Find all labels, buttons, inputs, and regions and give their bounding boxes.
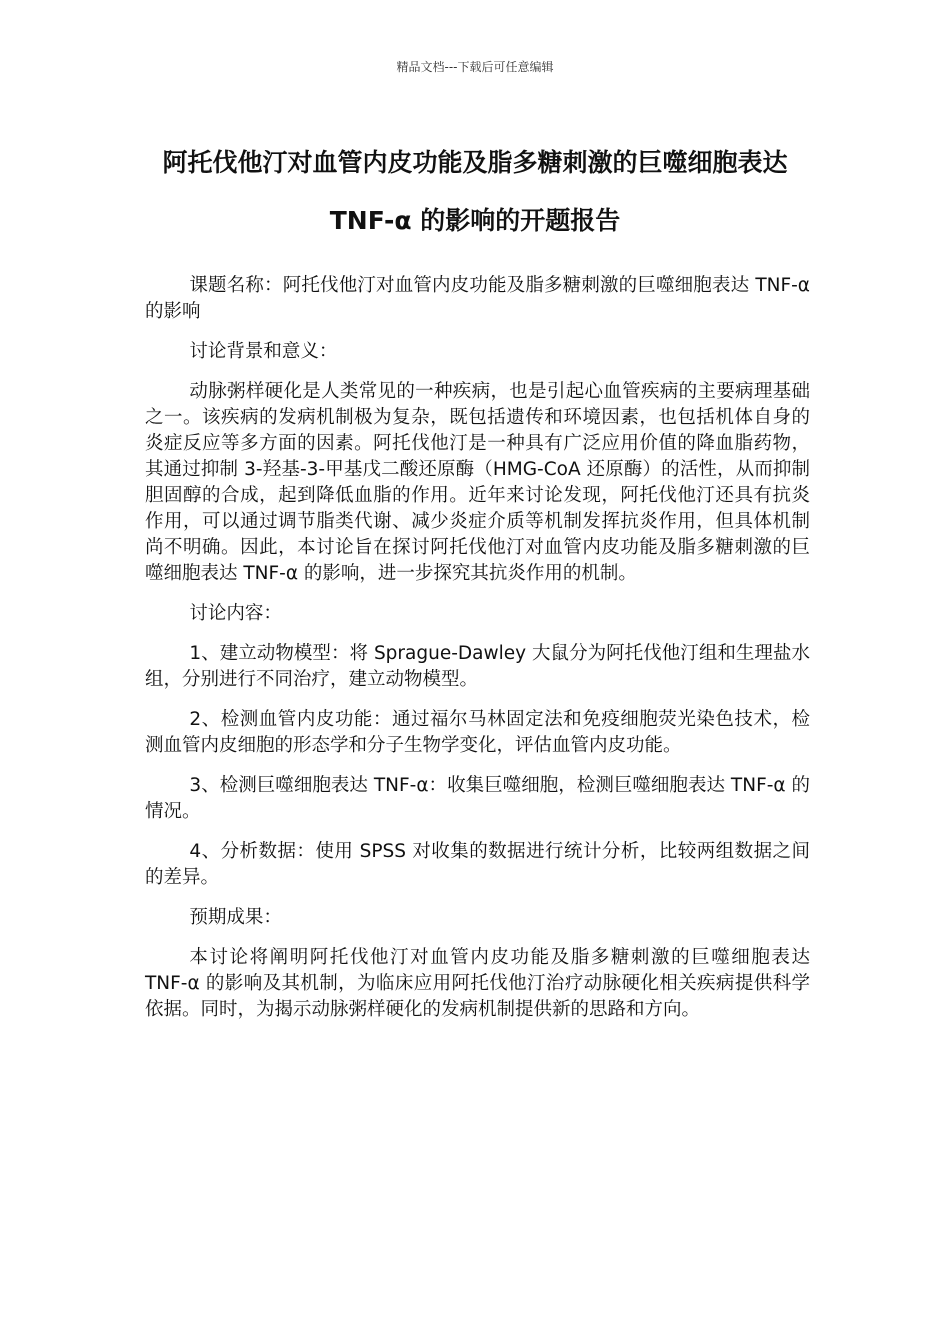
- heading-background: 讨论背景和意义：: [189, 341, 338, 362]
- paragraph-topic: 课题名称：阿托伐他汀对血管内皮功能及脂多糖刺激的巨噬细胞表达 TNF-α 的影响: [145, 275, 810, 322]
- paragraph-expected-results: 本讨论将阐明阿托伐他汀对血管内皮功能及脂多糖刺激的巨噬细胞表达 TNF-α 的影响及其机制，为临床应用阿托伐他汀治疗动脉硬化相关疾病提供科学依据。同时，为揭示动脉粥样硬化的发病机制提供新的思路和方向。: [145, 947, 810, 1020]
- page-header-note: 精品文档---下载后可任意编辑: [396, 60, 554, 74]
- document-title: 阿托伐他汀对血管内皮功能及脂多糖刺激的巨噬细胞表达 TNF-α 的影响的开题报告: [162, 148, 788, 235]
- list-item-tnf-expression: 3、检测巨噬细胞表达 TNF-α：收集巨噬细胞，检测巨噬细胞表达 TNF-α 的情况。: [145, 775, 810, 822]
- paragraph-background: 动脉粥样硬化是人类常见的一种疾病，也是引起心血管疾病的主要病理基础之一。该疾病的发病机制极为复杂，既包括遗传和环境因素，也包括机体自身的炎症反应等多方面的因素。阿托伐他汀是一种具有广泛应用价值的降血脂药物，其通过抑制 3-羟基-3-甲基戊二酸还原酶（HMG-CoA 还原酶）的活性，从而抑制胆固醇的合成，起到降低血脂的作用。近年来讨论发现，阿托伐他汀还具有抗炎作用，可以通过调节脂类代谢、减少炎症介质等机制发挥抗炎作用，但具体机制尚不明确。因此，本讨论旨在探讨阿托伐他汀对血管内皮功能及脂多糖刺激的巨噬细胞表达 TNF-α 的影响，进一步探究其抗炎作用的机制。: [145, 381, 810, 584]
- heading-content: 讨论内容：: [189, 603, 282, 624]
- list-item-endothelial-function: 2、检测血管内皮功能：通过福尔马林固定法和免疫细胞荧光染色技术，检测血管内皮细胞的形态学和分子生物学变化，评估血管内皮功能。: [145, 709, 810, 756]
- list-item-animal-model: 1、建立动物模型：将 Sprague-Dawley 大鼠分为阿托伐他汀组和生理盐水组，分别进行不同治疗，建立动物模型。: [145, 643, 810, 690]
- list-item-data-analysis: 4、分析数据：使用 SPSS 对收集的数据进行统计分析，比较两组数据之间的差异。: [145, 841, 810, 888]
- document-body: [145, 273, 810, 1037]
- heading-expected-results: 预期成果：: [189, 907, 282, 928]
